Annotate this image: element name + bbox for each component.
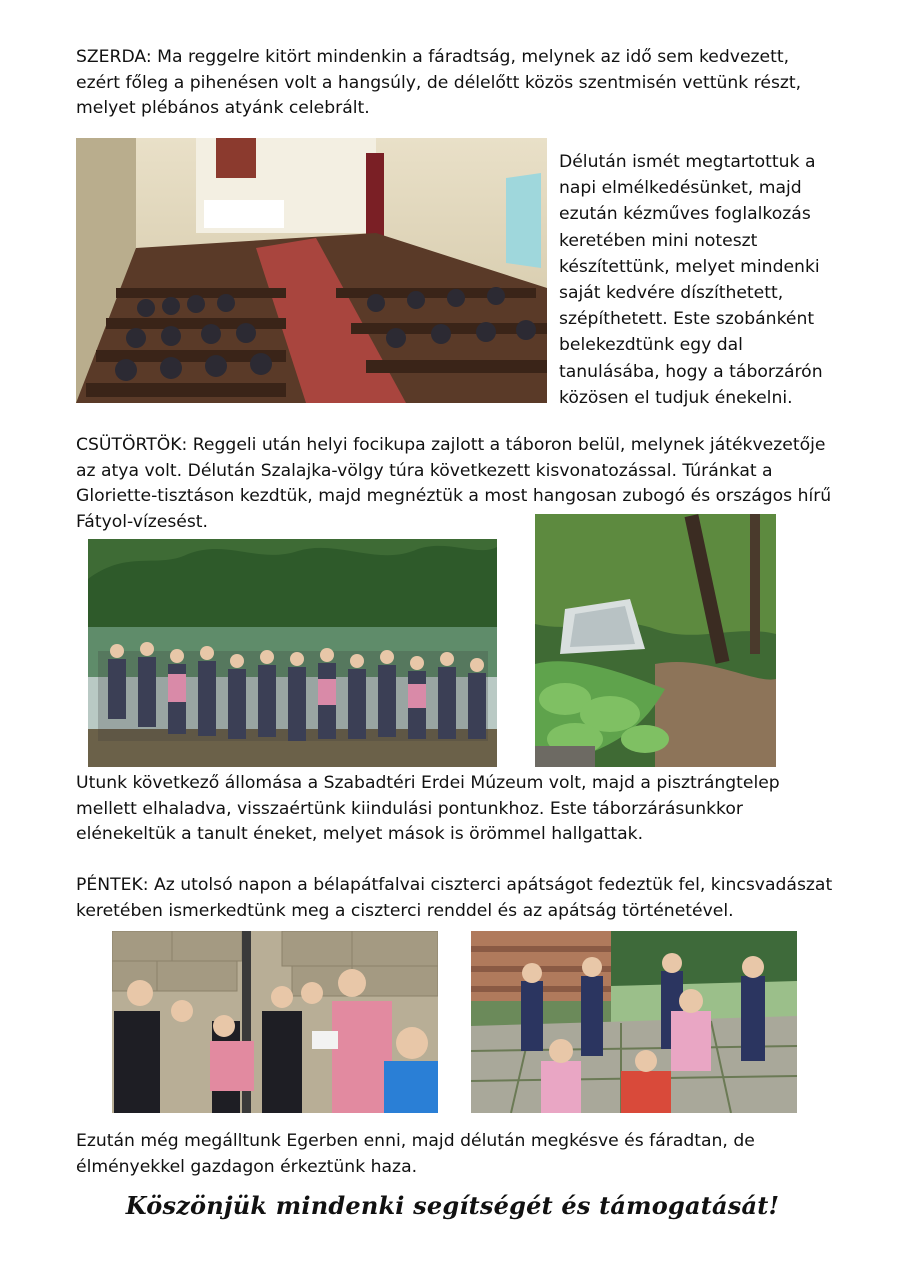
csutortok-paragraph: CSÜTÖRTÖK: Reggeli után helyi focikupa zajlott a táboron belül, melynek játékvezetője az atya volt. Délután Szalajka-völgy túra következett kisvonatozással. Túránkat a Gloriette-tisztáson kezdtük, majd megnéztük a most hangosan zubogó és országos hírű Fátyol-vízesést. [76, 435, 832, 532]
szerda-side-paragraph: Délután ismét megtartottuk a napi elmélkedésünket, majd ezután kézműves foglalkozás keretében mini noteszt készítettünk, melyet mindenki saját kedvére díszíthetett, szépíthetett. Este szobánként belekezdtünk egy dal tanulásába, hogy a táborzárón közösen el tudjuk énekelni. [559, 152, 823, 408]
abbey-garden-photo [471, 931, 797, 1113]
pentek-after-paragraph: Ezután még megálltunk Egerben enni, majd délután megkésve és fáradtan, de élményekkel gazdagon érkeztünk haza. [76, 1131, 755, 1177]
szerda-paragraph: SZERDA: Ma reggelre kitört mindenkin a fáradtság, melynek az idő sem kedvezett, ezért főleg a pihenésen volt a hangsúly, de délelőtt közös szentmisén vettünk részt, melyet plébános atyánk celebrált. [76, 47, 802, 118]
abbey-wall-photo [112, 931, 438, 1113]
closing-thanks: Köszönjük mindenki segítségét és támogatását! [125, 1191, 780, 1220]
church-mass-photo [76, 138, 547, 403]
csutortok-after-paragraph: Utunk következő állomása a Szabadtéri Erdei Múzeum volt, majd a pisztrángtelep mellett elhaladva, visszaértünk kiindulási pontunkhoz. Este táborzárásunkkor elénekeltük a tanult éneket, melyet mások is örömmel hallgattak. [76, 773, 780, 844]
lake-group-photo [88, 539, 497, 767]
pentek-paragraph: PÉNTEK: Az utolsó napon a bélapátfalvai ciszterci apátságot fedeztük fel, kincsvadászat keretében ismerkedtünk meg a ciszterci renddel és az apátság történetével. [76, 875, 833, 921]
waterfall-photo [535, 514, 776, 767]
